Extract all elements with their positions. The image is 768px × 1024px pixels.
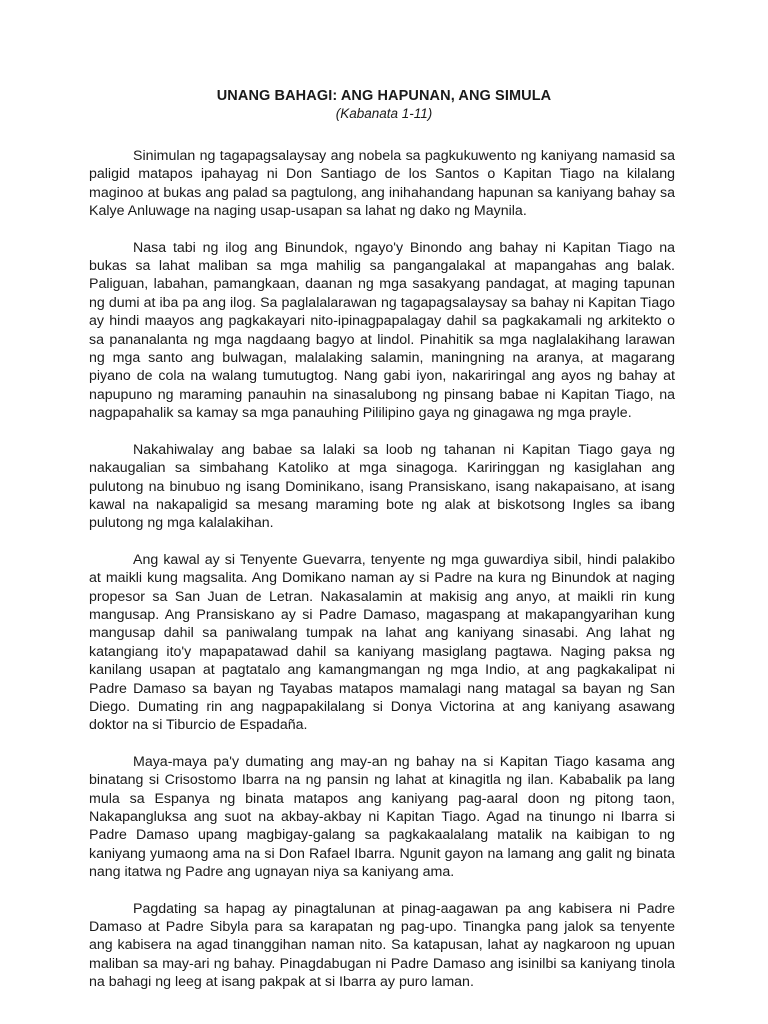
paragraph-5: Maya-maya pa'y dumating ang may-an ng bahay na si Kapitan Tiago kasama ang binatang si Crisostomo Ibarra na ng pansin ng lahat at kinagitla ng ilan. Kababalik pa lang mula sa Espanya ng binata matapos ang kaniyang pag-aaral doon ng pitong taon, Nakapangluksa ang suot na akbay-akbay ni Kapitan Tiago. Agad na tinungo ni Ibarra si Padre Damaso upang magbigay-galang sa pagkakaalalang matalik na kaibigan to ng kaniyang yumaong ama na si Don Rafael Ibarra. Ngunit gayon na lamang ang galit ng binata nang itatwa ng Padre ang ugnayan niya sa kaniyang ama. [89, 753, 675, 881]
page-subtitle: (Kabanata 1-11) [335, 106, 433, 121]
page-title: UNANG BAHAGI: ANG HAPUNAN, ANG SIMULA [216, 88, 552, 104]
document-body [89, 147, 675, 1010]
paragraph-2: Nasa tabi ng ilog ang Binundok, ngayo'y Binondo ang bahay ni Kapitan Tiago na bukas sa lahat maliban sa mga mahilig sa pangangalakal at mapangahas ang balak. Paliguan, labahan, pamangkaan, daanan ng mga sasakyang pandagat, at maging tapunan ng dumi at iba pa ang ilog. Sa paglalalarawan ng tagapagsalaysay sa bahay ni Kapitan Tiago ay hindi maayos ang pagkakayari nito-ipinagpapalagay dahil sa pagkakamali ng arkitekto o sa pananalanta ng mga nagdaang bagyo at lindol. Pinahitik sa mga naglalakihang larawan ng mga santo ang bulwagan, malalaking salamin, maningning na aranya, at magarang piyano de cola na walang tumutugtog. Nang gabi iyon, nakariringal ang ayos ng bahay at napupuno ng maraming panauhin na sinasalubong ng pinsang babae ni Kapitan Tiago, na nagpapahalik sa kamay sa mga panauhing Pililipino gaya ng ginagawa ng mga prayle. [89, 239, 675, 422]
paragraph-3: Nakahiwalay ang babae sa lalaki sa loob ng tahanan ni Kapitan Tiago gaya ng nakaugalian sa simbahang Katoliko at mga sinagoga. Kariringgan ng kasiglahan ang pulutong na binubuo ng isang Dominikano, isang Pransiskano, isang nakapaisano, at isang kawal na nakapaligid sa mesang maraming bote ng alak at biskotsong Ingles sa ibang pulutong ng mga kalalakihan. [89, 441, 675, 532]
paragraph-4: Ang kawal ay si Tenyente Guevarra, tenyente ng mga guwardiya sibil, hindi palakibo at maikli kung magsalita. Ang Domikano naman ay si Padre na kura ng Binundok at naging propesor sa San Juan de Letran. Nakasalamin at makisig ang anyo, at maikli rin kung mangusap. Ang Pransiskano ay si Padre Damaso, magaspang at makapangyarihan kung mangusap dahil sa paniwalang tumpak na lahat ang kaniyang sinasabi. Ang lahat ng katangiang ito'y mapapatawad dahil sa kaniyang masiglang pagtawa. Naging paksa ng kanilang usapan at pagtatalo ang kamangmangan ng mga Indio, at ang pagkakalipat ni Padre Damaso sa bayan ng Tayabas matapos mamalagi nang matagal sa bayan ng San Diego. Dumating rin ang nagpapakilalang si Donya Victorina at ang kaniyang asawang doktor na si Tiburcio de Espadaña. [89, 551, 675, 734]
paragraph-6: Pagdating sa hapag ay pinagtalunan at pinag-aagawan pa ang kabisera ni Padre Damaso at Padre Sibyla para sa karapatan ng pag-upo. Tinangka pang jalok sa tenyente ang kabisera na agad tinanggihan naman nito. Sa katapusan, lahat ay nagkaroon ng upuan maliban sa may-ari ng bahay. Pinagdabugan ni Padre Damaso ang isinilbi sa kaniyang tinola na bahagi ng leeg at isang pakpak at si Ibarra ay puro laman. [89, 900, 675, 991]
paragraph-1: Sinimulan ng tagapagsalaysay ang nobela sa pagkukuwento ng kaniyang namasid sa paligid matapos ipahayag ni Don Santiago de los Santos o Kapitan Tiago na kilalang maginoo at bukas ang palad sa pagtulong, ang inihahandang hapunan sa kaniyang bahay sa Kalye Anluwage na naging usap-usapan sa lahat ng dako ng Maynila. [89, 148, 675, 220]
